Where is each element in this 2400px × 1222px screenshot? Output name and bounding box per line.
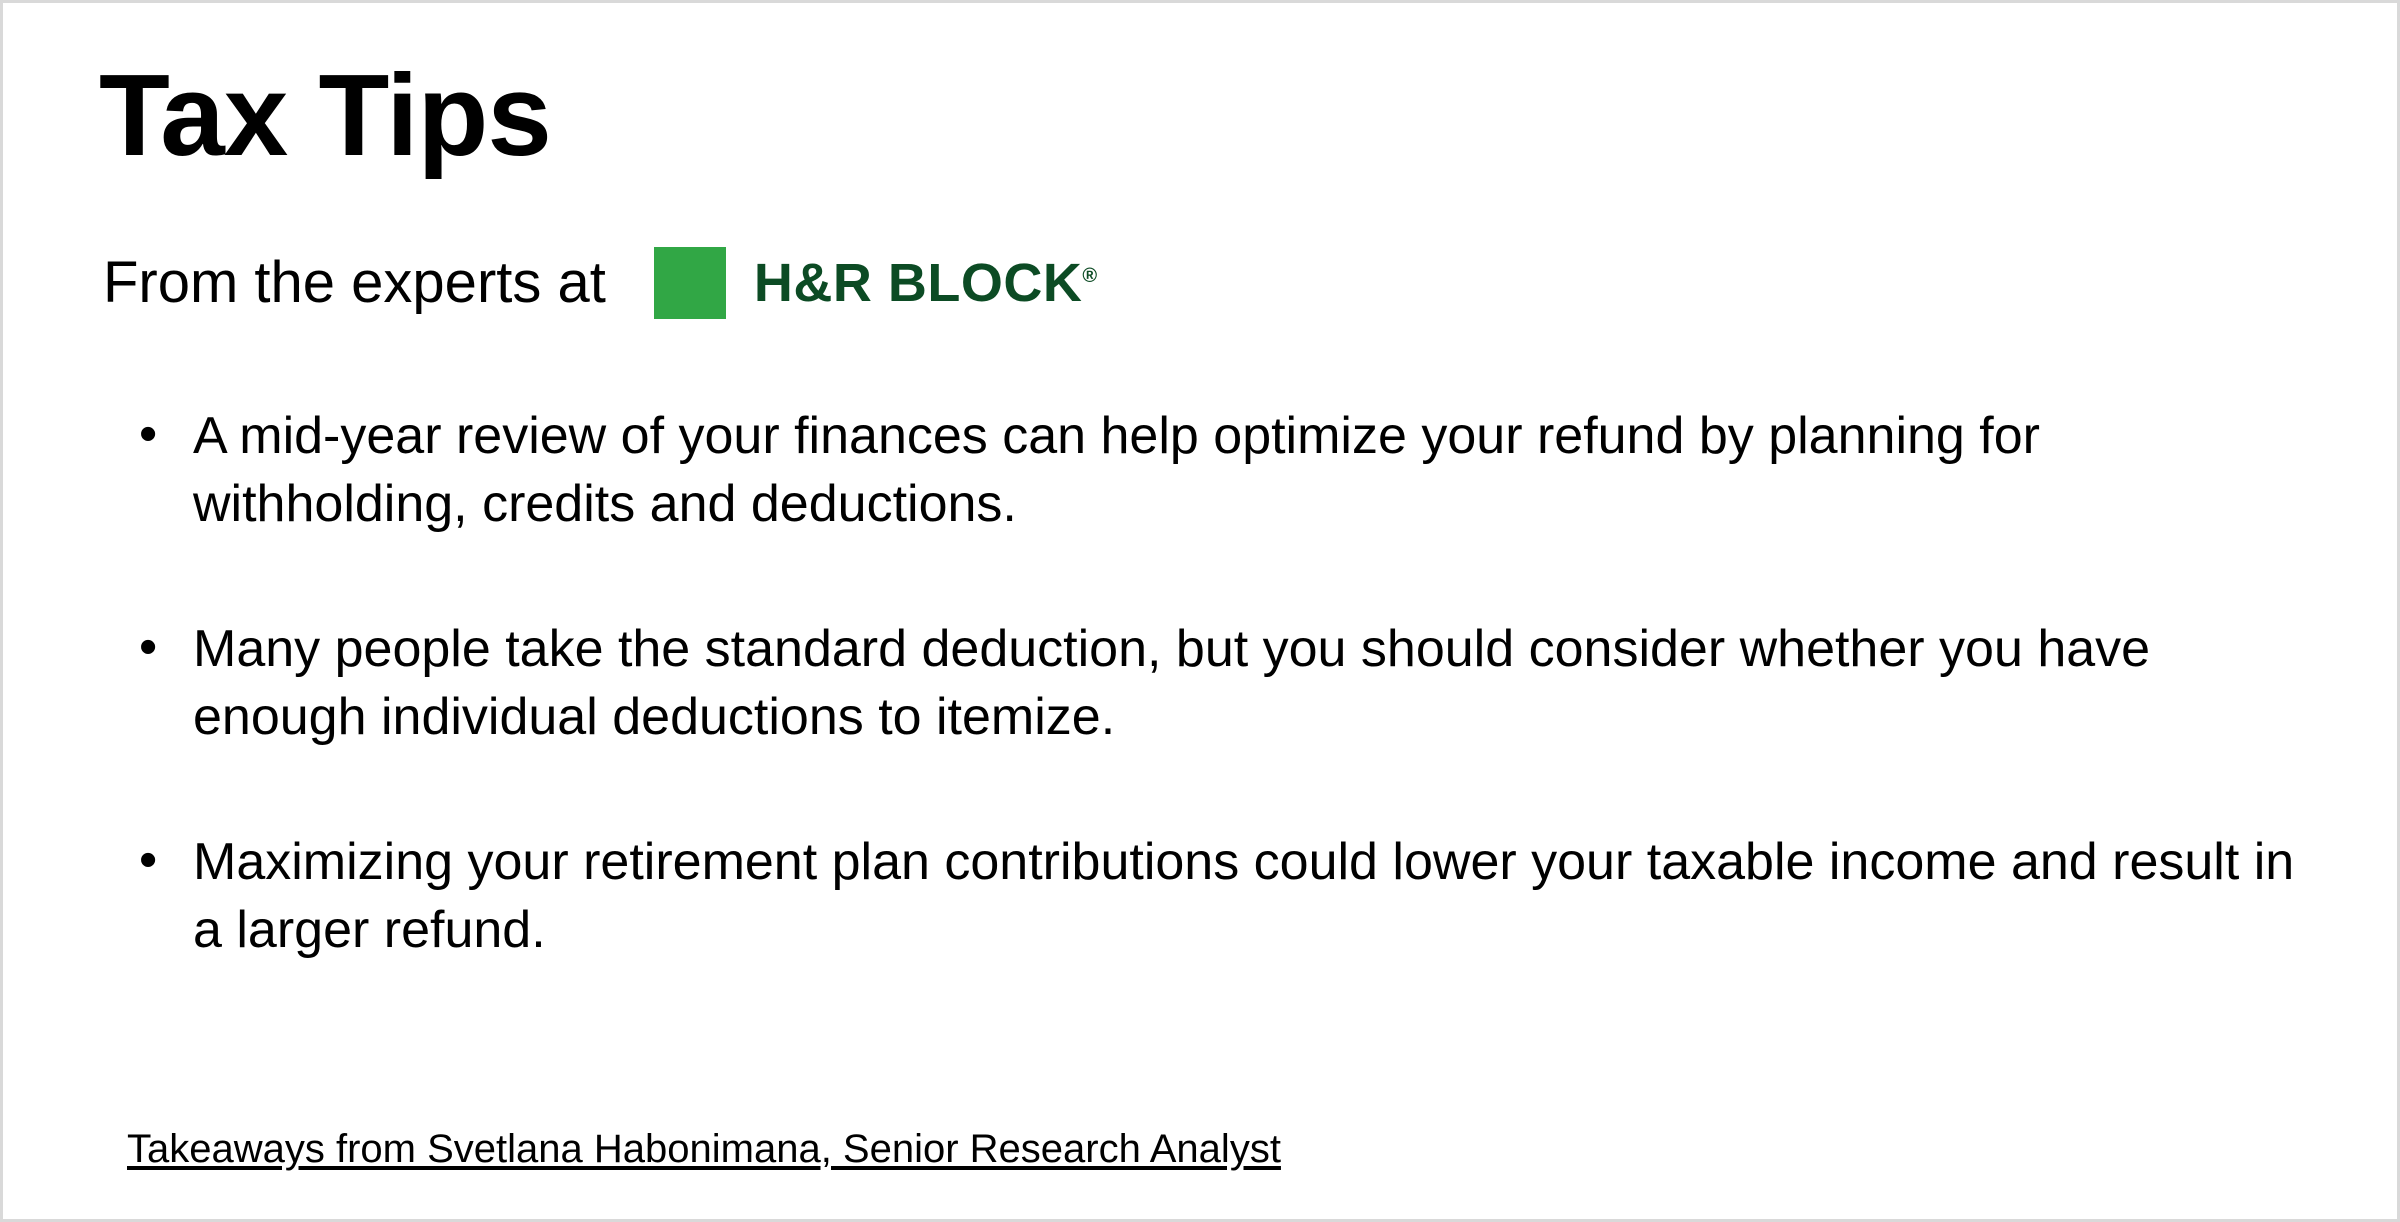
- page-title: Tax Tips: [99, 50, 551, 180]
- hr-block-logo: [654, 247, 1098, 319]
- green-square-icon: [654, 247, 726, 319]
- brand-name-text: H&R BLOCK: [753, 253, 1083, 313]
- byline-text: From the experts at: [103, 250, 606, 315]
- list-item: • Maximizing your retirement plan contributions could lower your taxable income and result in a larger refund.: [131, 829, 2311, 964]
- byline-row: [103, 243, 1098, 323]
- list-item: • A mid-year review of your finances can help optimize your refund by planning for withholding, credits and deductions.: [131, 403, 2311, 538]
- bullet-list: [131, 403, 2311, 965]
- brand-wordmark: [753, 253, 1098, 313]
- list-item: • Many people take the standard deduction, but you should consider whether you have enough individual deductions to itemize.: [131, 616, 2311, 751]
- registered-mark: ®: [1082, 265, 1098, 287]
- footnote-attribution: Takeaways from Svetlana Habonimana, Senior Research Analyst: [127, 1127, 1281, 1171]
